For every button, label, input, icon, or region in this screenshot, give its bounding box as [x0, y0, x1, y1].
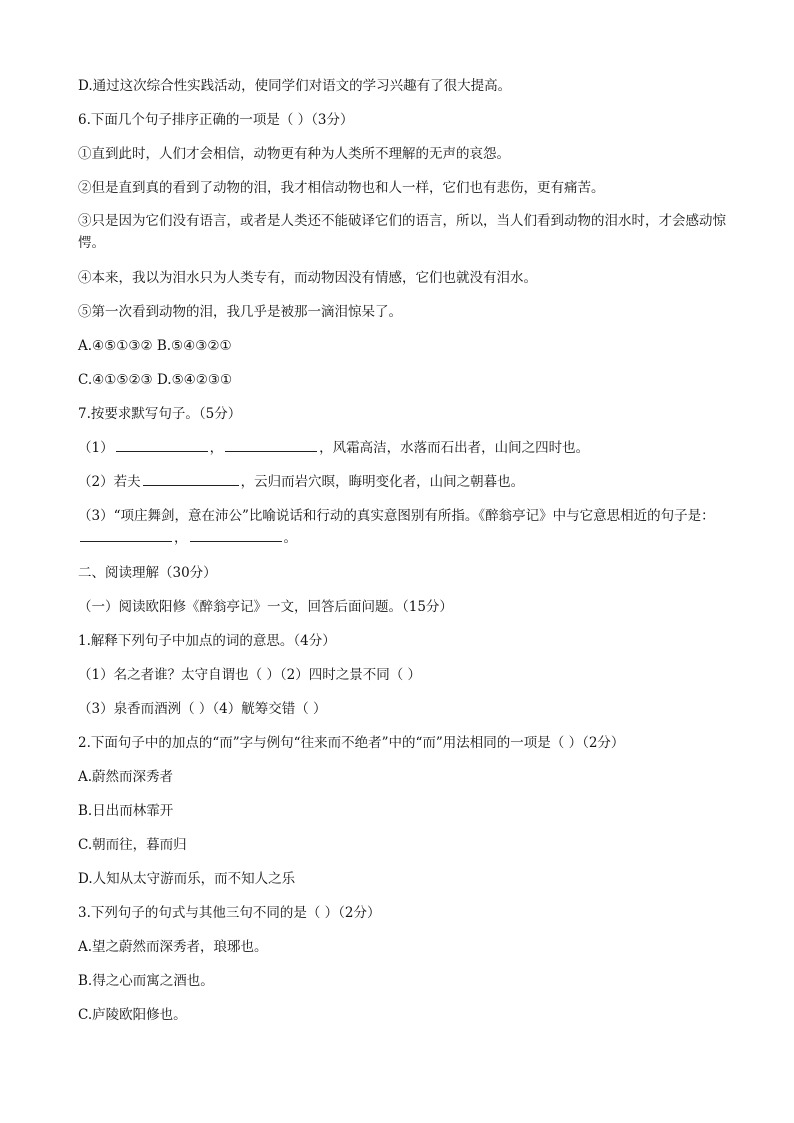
fill-line-2	[78, 471, 728, 493]
blank-field[interactable]	[143, 471, 239, 486]
blank-field[interactable]	[190, 527, 282, 542]
reading-q3-option-c: C.庐陵欧阳修也。	[78, 1007, 187, 1023]
reading-q3-option-b: B.得之心而寓之酒也。	[78, 973, 214, 989]
fill-line-1	[78, 437, 728, 459]
fill-1-suffix: ，风霜高洁，水落而石出者，山间之四时也。	[319, 440, 590, 456]
options-cd: C.④①⑤②③ D.⑤④②③①	[78, 372, 233, 388]
reading-q2-option-b: B.日出而林霏开	[78, 803, 174, 819]
reading-q1-items-2: （3）泉香而酒洌（ ）（4）觥筹交错（ ）	[78, 701, 327, 717]
sentence-2: ②但是直到真的看到了动物的泪，我才相信动物也和人一样，它们也有悲伤，更有痛苦。	[78, 180, 605, 196]
question-7: 7.按要求默写句子。（5分）	[78, 406, 242, 422]
reading-intro: （一）阅读欧阳修《醉翁亭记》一文，回答后面问题。（15分）	[78, 599, 453, 615]
blank-field[interactable]	[116, 437, 208, 452]
reading-q2-option-a: A.蔚然而深秀者	[78, 769, 174, 785]
fill-3-mid: ，	[174, 530, 188, 546]
fill-1-mid: ，	[209, 440, 224, 456]
fill-3-end: 。	[283, 530, 297, 546]
section-2-heading: 二、阅读理解（30分）	[78, 565, 217, 581]
option-d-line: D.通过这次综合性实践活动，使同学们对语文的学习兴趣有了很大提高。	[78, 78, 512, 94]
fill-line-3	[78, 505, 728, 549]
sentence-1: ①直到此时，人们才会相信，动物更有种为人类所不理解的无声的哀怨。	[78, 146, 510, 162]
options-ab: A.④⑤①③② B.⑤④③②①	[78, 338, 232, 354]
fill-2-suffix: ，云归而岩穴暝，晦明变化者，山间之朝暮也。	[240, 474, 525, 490]
reading-q2-option-d: D.人知从太守游而乐，而不知人之乐	[78, 871, 296, 887]
reading-q2-option-c: C.朝而往，暮而归	[78, 837, 187, 853]
question-6: 6.下面几个句子排序正确的一项是（ ）（3分）	[78, 112, 354, 128]
fill-2-prefix: （2）若夫	[78, 474, 141, 490]
fill-1-prefix: （1）	[78, 440, 114, 456]
sentence-5: ⑤第一次看到动物的泪，我几乎是被那一滴泪惊呆了。	[78, 304, 402, 320]
reading-q3: 3.下列句子的句式与其他三句不同的是（ ）（2分）	[78, 905, 381, 921]
sentence-4: ④本来，我以为泪水只为人类专有，而动物因没有情感，它们也就没有泪水。	[78, 270, 537, 286]
reading-q1: 1.解释下列句子中加点的词的意思。（4分）	[78, 633, 336, 649]
blank-field[interactable]	[225, 437, 317, 452]
sentence-3: ③只是因为它们没有语言，或者是人类还不能破译它们的语言，所以，当人们看到动物的泪水时，才会感动惊愕。	[78, 213, 726, 251]
blank-field[interactable]	[80, 527, 172, 542]
reading-q3-option-a: A.望之蔚然而深秀者，琅琊也。	[78, 939, 268, 955]
reading-q2: 2.下面句子中的加点的“而”字与例句“往来而不绝者”中的“而”用法相同的一项是（ ）（2分）	[78, 735, 625, 751]
fill-3-text: （3）“项庄舞剑，意在沛公”比喻说话和行动的真实意图别有所指。《醉翁亭记》中与它意思相近的句子是：	[78, 508, 715, 524]
reading-q1-items-1: （1）名之者谁？太守自谓也（ ）（2）四时之景不同（ ）	[78, 667, 422, 683]
